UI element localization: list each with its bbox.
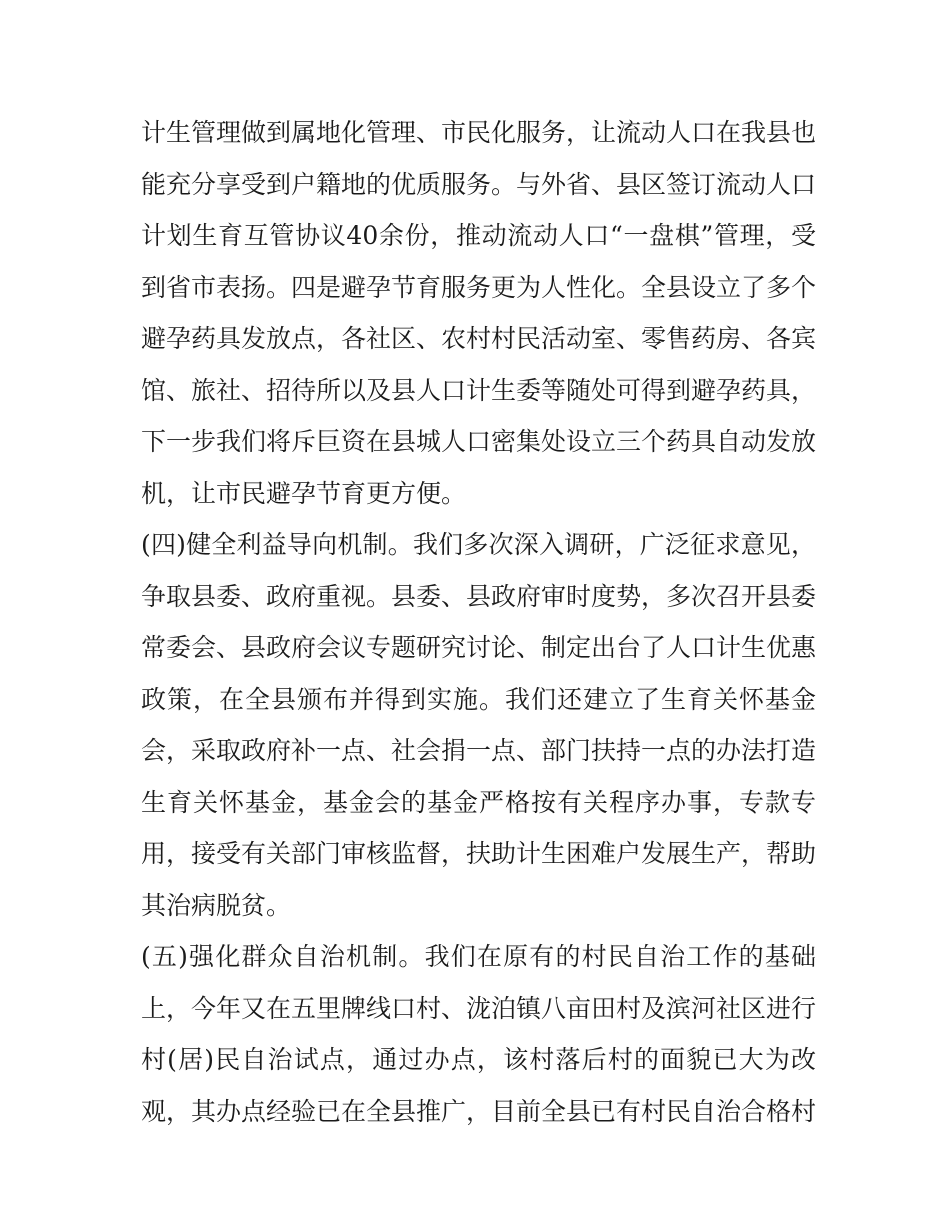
text-line: 能充分享受到户籍地的优质服务。与外省、县区签订流动人口 [141, 169, 817, 199]
text-line: 计划生育互管协议40余份，推动流动人口“一盘棋”管理，受 [141, 221, 816, 250]
text-line: 馆、旅社、招待所以及县人口计生委等随处可得到避孕药具， [141, 375, 817, 405]
text-line: 观，其办点经验已在全县推广，目前全县已有村民自治合格村 [141, 1096, 817, 1126]
text-line: 生育关怀基金，基金会的基金严格按有关程序办事，专款专 [141, 787, 816, 817]
text-line: 避孕药具发放点，各社区、农村村民活动室、零售药房、各宾 [141, 324, 817, 353]
text-line: 其治病脱贫。 [141, 890, 292, 920]
text-line: 计生管理做到属地化管理、市民化服务，让流动人口在我县也 [141, 118, 817, 147]
body-text [141, 107, 816, 1137]
text-line: 政策，在全县颁布并得到实施。我们还建立了生育关怀基金 [141, 684, 816, 714]
text-line: (五)强化群众自治机制。我们在原有的村民自治工作的基础 [141, 942, 816, 971]
text-line: 会，采取政府补一点、社会捐一点、部门扶持一点的办法打造 [141, 736, 817, 765]
text-line: 村(居)民自治试点，通过办点，该村落后村的面貌已大为改 [141, 1045, 816, 1074]
text-line: 到省市表扬。四是避孕节育服务更为人性化。全县设立了多个 [141, 272, 817, 302]
text-line: 下一步我们将斥巨资在县城人口密集处设立三个药具自动发放 [141, 427, 817, 456]
text-line: 常委会、县政府会议专题研究讨论、制定出台了人口计生优惠 [141, 633, 817, 662]
text-line: 上，今年又在五里牌线口村、泷泊镇八亩田村及滨河社区进行 [141, 993, 817, 1023]
text-line: 争取县委、政府重视。县委、县政府审时度势，多次召开县委 [141, 581, 817, 611]
text-line: (四)健全利益导向机制。我们多次深入调研，广泛征求意见， [141, 530, 816, 559]
text-line: 用，接受有关部门审核监督，扶助计生困难户发展生产，帮助 [141, 839, 817, 868]
text-line: 机，让市民避孕节育更方便。 [141, 478, 467, 508]
